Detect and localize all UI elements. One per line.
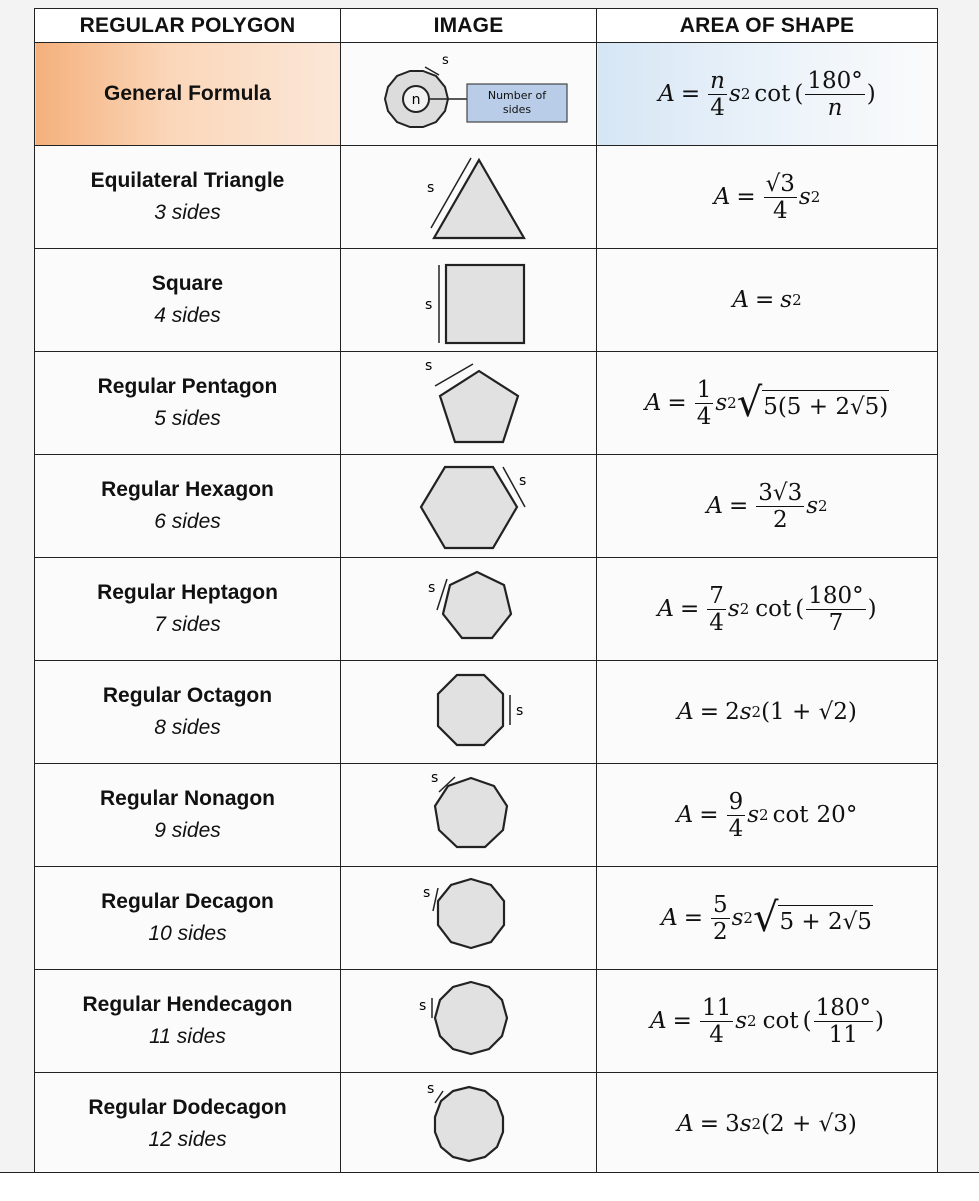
area-formula	[706, 480, 827, 533]
angle-fraction	[806, 583, 865, 636]
formula-exp: 2	[739, 600, 750, 618]
header-image: IMAGE	[341, 9, 597, 43]
formula-eq: =	[736, 184, 756, 210]
formula-eq: =	[679, 596, 700, 622]
area-formula	[645, 377, 889, 430]
frac-den: 4	[710, 94, 725, 121]
formula-cell	[597, 764, 938, 867]
nonagon-shape	[435, 778, 507, 847]
area-formula	[677, 789, 858, 842]
table-row	[35, 558, 938, 661]
formula-exp: 2	[747, 1012, 757, 1030]
hexagon-shape	[421, 467, 517, 548]
frac-den: 2	[712, 918, 728, 945]
dodecagon-diagram	[399, 1077, 539, 1172]
pentagon-diagram	[399, 356, 539, 451]
side-label: s	[418, 997, 426, 1014]
area-formula	[677, 699, 857, 725]
coefficient-fraction	[708, 68, 727, 121]
name-cell	[35, 970, 341, 1073]
polygon-name: Square	[151, 272, 224, 295]
table-row	[35, 249, 938, 352]
angle-fraction	[814, 995, 873, 1048]
frac-num: 11	[701, 994, 732, 1021]
frac-num: 9	[728, 788, 744, 815]
formula-angle: 20°	[816, 802, 858, 828]
pentagon-shape	[440, 371, 518, 442]
formula-cell	[597, 867, 938, 970]
frac-num: 7	[709, 582, 724, 609]
polygon-area-sheet	[34, 8, 937, 1180]
polygon-area-table	[34, 8, 938, 1176]
angle-num: 180°	[808, 582, 864, 609]
name-cell	[35, 352, 341, 455]
area-formula: A = $\frac{n}{4}$ s 2 cot ( $\frac{180^\circ}{n}$ )	[658, 67, 876, 121]
formula-s: s	[739, 1111, 752, 1137]
image-cell	[341, 455, 597, 558]
formula-A: A	[644, 390, 662, 416]
side-label: s	[515, 702, 523, 719]
polygon-sides: 8 sides	[154, 716, 221, 739]
formula-tail: (2 + √3)	[761, 1111, 857, 1137]
formula-cot: cot	[772, 802, 809, 828]
header-regular-polygon: REGULAR POLYGON	[35, 9, 341, 43]
header-area-of-shape: AREA OF SHAPE	[597, 9, 938, 43]
radical: √ 5 + 2√5	[752, 895, 872, 941]
formula-cell	[597, 1073, 938, 1176]
formula-s: s	[729, 81, 741, 107]
name-cell	[35, 249, 341, 352]
formula-exp: 2	[792, 291, 802, 309]
formula-cot: cot	[754, 81, 791, 107]
image-cell	[341, 146, 597, 249]
coefficient-fraction	[700, 995, 733, 1048]
polygon-sides: 7 sides	[154, 613, 221, 636]
polygon-sides: 9 sides	[154, 819, 221, 842]
frac-num: √3	[765, 170, 795, 197]
formula-exp: 2	[818, 497, 828, 515]
angle-den: n	[827, 94, 843, 121]
name-cell	[35, 455, 341, 558]
decagon-diagram	[399, 871, 539, 966]
formula-cell	[597, 970, 938, 1073]
polygon-sides: 3 sides	[154, 201, 221, 224]
frac-den: 4	[709, 1021, 724, 1048]
formula-exp: 2	[751, 1115, 762, 1133]
heptagon-diagram	[399, 562, 539, 657]
formula-A: A	[657, 596, 674, 622]
formula-s: s	[735, 1008, 748, 1034]
formula-eq: =	[667, 390, 687, 416]
formula-s: s	[806, 493, 819, 519]
formula-s: s	[715, 390, 728, 416]
table-row	[35, 970, 938, 1073]
formula-tail: (1 + √2)	[761, 699, 857, 725]
polygon-name: Regular Hexagon	[101, 478, 274, 501]
angle-fraction	[805, 68, 864, 121]
side-label: s	[441, 53, 449, 68]
name-cell	[35, 661, 341, 764]
table-row	[35, 764, 938, 867]
frac-den: 4	[709, 609, 724, 636]
angle-num: 180°	[815, 994, 871, 1021]
next-page-edge	[0, 1172, 979, 1201]
polygon-name: Regular Decagon	[101, 890, 274, 913]
coefficient-fraction	[707, 583, 726, 636]
angle-den: 11	[828, 1021, 858, 1048]
formula-s: s	[747, 802, 760, 828]
image-cell	[341, 661, 597, 764]
table-row	[35, 867, 938, 970]
name-cell	[35, 146, 341, 249]
formula-eq: =	[699, 802, 719, 828]
name-cell	[35, 558, 341, 661]
side-label: s	[422, 884, 430, 901]
polygon-name: Regular Nonagon	[99, 787, 275, 810]
side-label: s	[426, 179, 434, 196]
polygon-sides: 12 sides	[148, 1128, 227, 1151]
image-cell	[341, 558, 597, 661]
polygon-name: Regular Heptagon	[97, 581, 278, 604]
formula-s: s	[727, 596, 740, 622]
formula-coef: 2	[725, 699, 740, 725]
formula-eq: =	[672, 1008, 692, 1034]
side-label: s	[424, 296, 432, 313]
coefficient-fraction	[695, 377, 714, 430]
frac-den: 4	[772, 197, 788, 224]
polygon-sides: 11 sides	[149, 1025, 226, 1048]
coefficient-fraction	[764, 171, 797, 224]
formula-s: s	[739, 699, 752, 725]
formula-A: A	[677, 1111, 694, 1137]
side-label: s	[430, 769, 438, 786]
frac-num: 1	[696, 376, 712, 403]
triangle-diagram	[399, 150, 539, 245]
frac-num: 3√3	[758, 479, 803, 506]
formula-s: s	[798, 184, 811, 210]
angle-num: 180°	[807, 67, 863, 94]
formula-eq: =	[754, 287, 775, 313]
area-formula: A = $\frac{11}{4}$ s 2 cot ( $\frac{180^\circ}{11}$ )	[650, 994, 884, 1048]
side-label: s	[427, 579, 435, 596]
formula-cell	[597, 146, 938, 249]
polygon-sides: 6 sides	[154, 510, 221, 533]
formula-A: A	[706, 493, 724, 519]
dodecagon-shape	[435, 1087, 503, 1161]
image-cell	[341, 764, 597, 867]
table-row	[35, 146, 938, 249]
hexagon-diagram	[399, 459, 539, 554]
hendecagon-diagram	[399, 974, 539, 1069]
formula-cell	[597, 455, 938, 558]
frac-num: 5	[712, 891, 728, 918]
hendecagon-shape	[435, 982, 507, 1054]
area-formula	[661, 892, 873, 945]
area-formula	[677, 1111, 857, 1137]
coefficient-fraction	[756, 480, 804, 533]
formula-eq: =	[699, 1111, 720, 1137]
formula-eq: =	[683, 905, 703, 931]
formula-exp: 2	[751, 703, 762, 721]
nonagon-diagram	[399, 768, 539, 863]
formula-A: A	[713, 184, 731, 210]
radicand: 5 + 2√5	[778, 905, 872, 938]
header-row	[35, 9, 938, 43]
square-diagram	[399, 253, 539, 348]
area-formula	[714, 171, 821, 224]
angle-den: 7	[828, 609, 844, 636]
polygon-name: Regular Pentagon	[97, 375, 278, 398]
formula-A: A	[676, 802, 694, 828]
area-formula	[732, 287, 801, 313]
formula-cell	[597, 558, 938, 661]
polygon-sides: 5 sides	[154, 407, 221, 430]
decagon-shape	[438, 879, 504, 948]
octagon-shape	[438, 675, 503, 745]
frac-num: n	[710, 67, 725, 94]
image-cell	[341, 970, 597, 1073]
radical: √ 5(5 + 2√5)	[736, 380, 889, 426]
side-label: s	[424, 357, 432, 374]
polygon-name: Equilateral Triangle	[90, 169, 285, 192]
polygon-sides: 10 sides	[148, 922, 227, 945]
formula-A: A	[732, 287, 749, 313]
formula-cell	[597, 249, 938, 352]
image-cell	[341, 867, 597, 970]
polygon-name: Regular Octagon	[102, 684, 273, 707]
table-row-general	[35, 43, 938, 146]
polygon-sides: 4 sides	[154, 304, 221, 327]
polygon-name: Regular Dodecagon	[88, 1096, 287, 1119]
formula-cell	[597, 43, 938, 146]
formula-exp: 2	[759, 806, 769, 824]
image-cell	[341, 352, 597, 455]
radicand: 5(5 + 2√5)	[762, 390, 889, 423]
table-row	[35, 352, 938, 455]
coefficient-fraction	[711, 892, 730, 945]
polygon-name: Regular Hendecagon	[82, 993, 293, 1016]
frac-den: 2	[772, 506, 788, 533]
formula-s: s	[731, 905, 744, 931]
formula-A: A	[661, 905, 678, 931]
callout-text: Number of sides	[487, 89, 546, 116]
table-row	[35, 455, 938, 558]
square-shape	[446, 265, 524, 343]
table-row	[35, 1073, 938, 1176]
frac-den: 4	[696, 403, 712, 430]
formula-s: s	[780, 287, 793, 313]
polygon-name: General Formula	[104, 82, 271, 105]
name-cell	[35, 764, 341, 867]
formula-cell	[597, 352, 938, 455]
formula-exp: 2	[740, 85, 751, 103]
formula-A: A	[677, 699, 694, 725]
formula-exp: 2	[810, 188, 821, 206]
formula-eq: =	[729, 493, 749, 519]
formula-cot: cot	[755, 596, 792, 622]
side-label: s	[426, 1080, 434, 1097]
formula-A: A	[650, 1008, 667, 1034]
image-cell	[341, 1073, 597, 1176]
heptagon-shape	[443, 572, 511, 638]
name-cell	[35, 43, 341, 146]
table-row	[35, 661, 938, 764]
frac-den: 4	[728, 815, 744, 842]
side-label: s	[518, 472, 526, 489]
formula-eq: =	[699, 699, 720, 725]
name-cell	[35, 1073, 341, 1176]
octagon-diagram	[399, 665, 539, 760]
n-symbol: n	[411, 92, 420, 108]
coefficient-fraction	[727, 789, 746, 842]
formula-eq: =	[680, 81, 701, 107]
formula-A: A	[658, 81, 675, 107]
formula-exp: 2	[727, 394, 737, 412]
image-cell	[341, 249, 597, 352]
formula-cell	[597, 661, 938, 764]
formula-coef: 3	[725, 1111, 740, 1137]
area-formula: A = $\frac{7}{4}$ s 2 cot ( $\frac{180^\circ}{7}$ )	[657, 582, 877, 636]
image-cell	[341, 43, 597, 146]
general-polygon-diagram	[369, 49, 569, 139]
formula-exp: 2	[743, 909, 753, 927]
name-cell	[35, 867, 341, 970]
formula-cot: cot	[762, 1008, 799, 1034]
